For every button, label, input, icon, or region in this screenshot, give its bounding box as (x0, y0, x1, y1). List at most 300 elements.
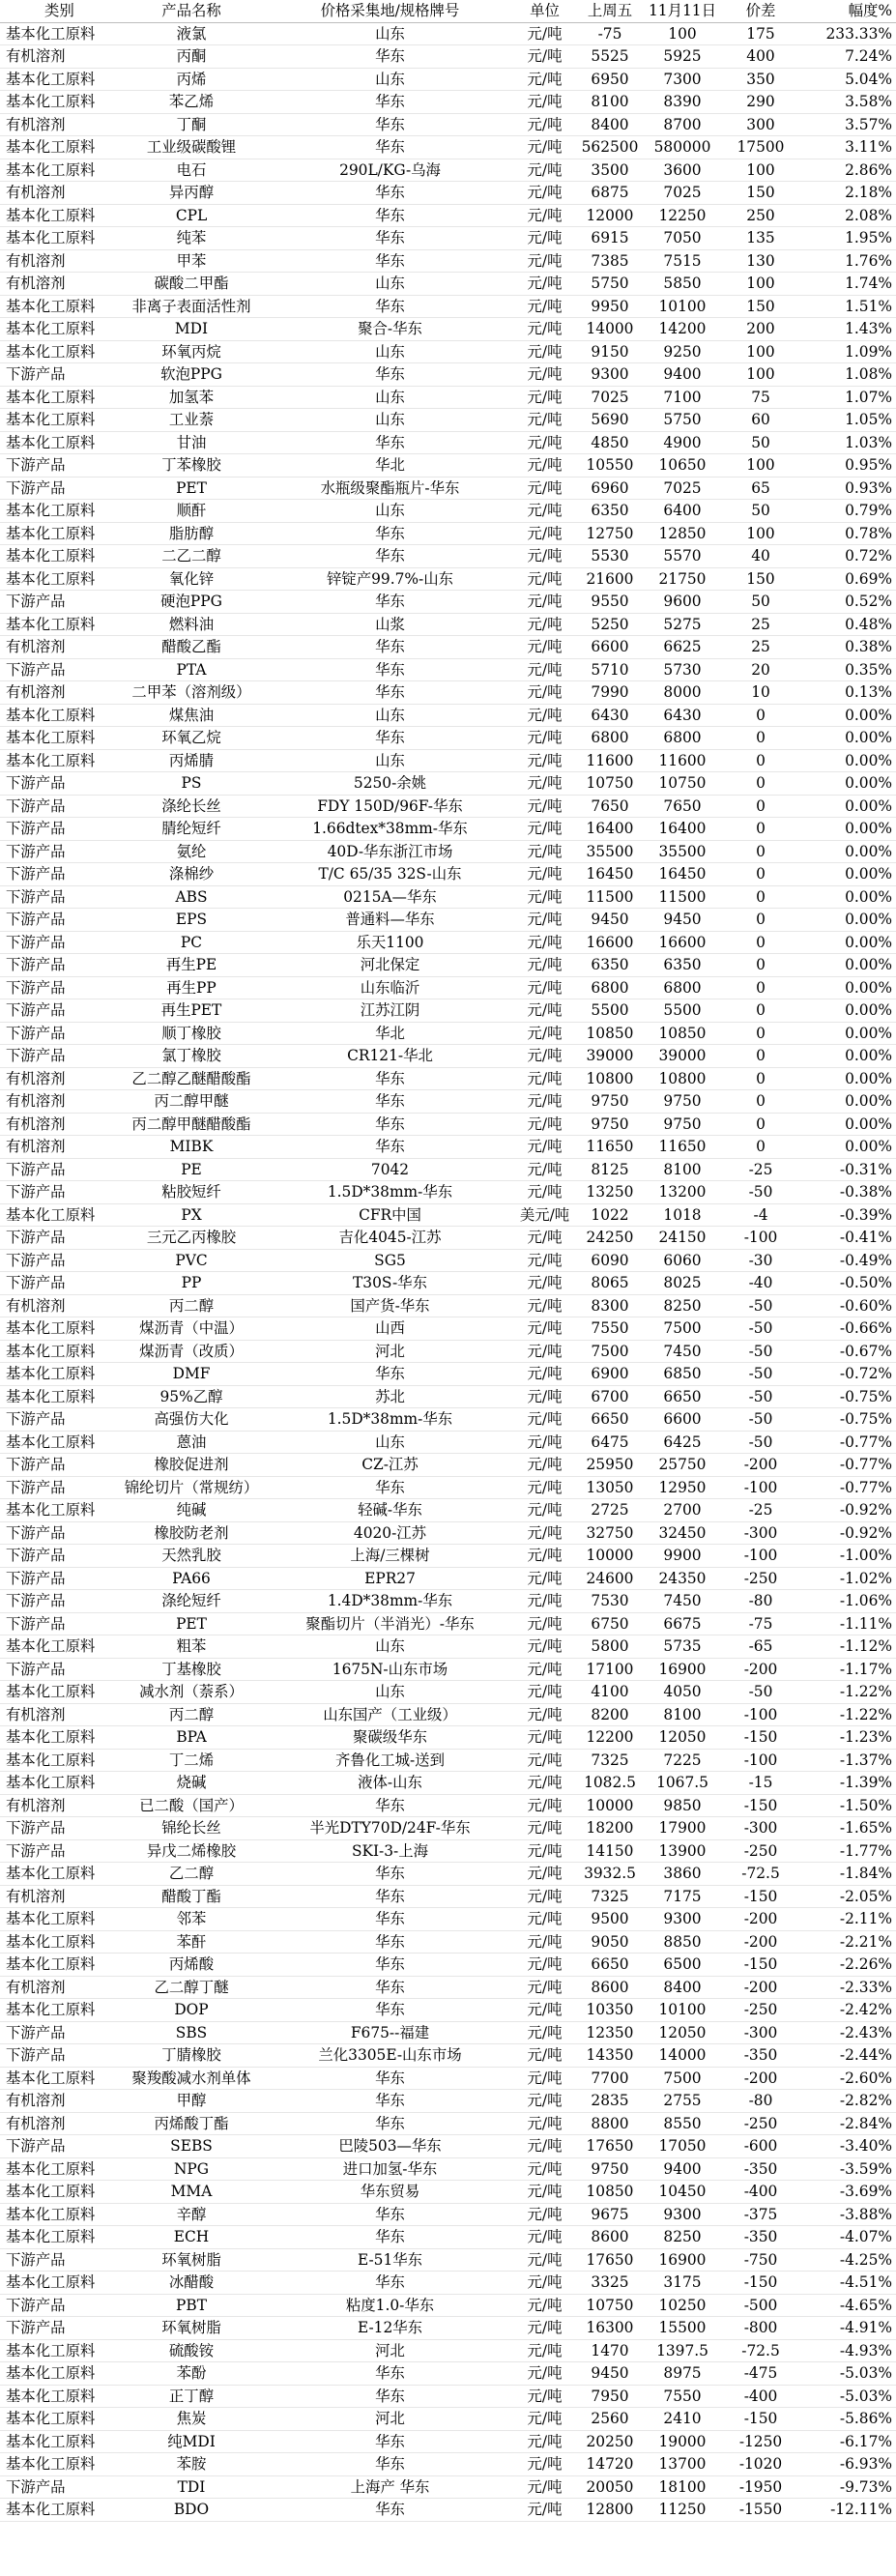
cell-spec-location: 华东 (269, 522, 511, 545)
table-row (0, 113, 896, 136)
cell-change-percent: 1.07% (798, 386, 896, 409)
cell-last-friday-price: 9500 (578, 1908, 642, 1931)
cell-price-diff: -400 (723, 2181, 798, 2204)
cell-last-friday-price: 3500 (578, 159, 642, 182)
cell-category: 基本化工原料 (0, 22, 114, 45)
table-row (0, 704, 896, 727)
cell-change-percent: -3.59% (798, 2157, 896, 2181)
cell-nov-11-price: 6625 (642, 636, 723, 659)
cell-nov-11-price: 6500 (642, 1954, 723, 1977)
cell-change-percent: 0.00% (798, 818, 896, 841)
cell-product-name: 燃料油 (114, 613, 269, 636)
cell-last-friday-price: 6090 (578, 1249, 642, 1272)
cell-price-diff: 150 (723, 567, 798, 591)
cell-unit: 元/吨 (511, 1545, 578, 1568)
cell-nov-11-price: 10250 (642, 2294, 723, 2317)
cell-unit: 美元/吨 (511, 1203, 578, 1227)
cell-price-diff: 150 (723, 295, 798, 318)
cell-nov-11-price: 8250 (642, 1294, 723, 1317)
cell-product-name: 工业级碳酸锂 (114, 136, 269, 159)
cell-nov-11-price: 6430 (642, 704, 723, 727)
table-row (0, 409, 896, 432)
cell-change-percent: 0.52% (798, 591, 896, 614)
cell-category: 下游产品 (0, 818, 114, 841)
cell-category: 有机溶剂 (0, 636, 114, 659)
cell-last-friday-price: 21600 (578, 567, 642, 591)
cell-category: 基本化工原料 (0, 567, 114, 591)
cell-change-percent: 1.09% (798, 340, 896, 363)
cell-product-name: 煤沥青（中温） (114, 1317, 269, 1341)
cell-category: 下游产品 (0, 795, 114, 818)
table-row (0, 431, 896, 454)
table-row (0, 1067, 896, 1090)
cell-product-name: 苯酚 (114, 2362, 269, 2386)
cell-spec-location: 华东 (269, 136, 511, 159)
cell-price-diff: -15 (723, 1772, 798, 1795)
table-row (0, 818, 896, 841)
cell-unit: 元/吨 (511, 1612, 578, 1635)
cell-price-diff: 60 (723, 409, 798, 432)
cell-category: 基本化工原料 (0, 295, 114, 318)
cell-nov-11-price: 10750 (642, 772, 723, 796)
cell-unit: 元/吨 (511, 340, 578, 363)
cell-last-friday-price: 12000 (578, 204, 642, 227)
cell-change-percent: 1.74% (798, 273, 896, 296)
cell-nov-11-price: 9900 (642, 1545, 723, 1568)
cell-price-diff: 0 (723, 727, 798, 750)
cell-nov-11-price: 8025 (642, 1272, 723, 1295)
cell-change-percent: 0.00% (798, 704, 896, 727)
cell-price-diff: 25 (723, 613, 798, 636)
cell-spec-location: 40D-华东浙江市场 (269, 840, 511, 863)
cell-spec-location: SG5 (269, 1249, 511, 1272)
cell-change-percent: 1.76% (798, 249, 896, 273)
cell-spec-location: 乐天1100 (269, 931, 511, 954)
cell-nov-11-price: 100 (642, 22, 723, 45)
cell-nov-11-price: 7550 (642, 2385, 723, 2408)
cell-unit: 元/吨 (511, 2067, 578, 2090)
cell-change-percent: -0.75% (798, 1385, 896, 1408)
cell-price-diff: 350 (723, 68, 798, 91)
cell-unit: 元/吨 (511, 1999, 578, 2022)
cell-change-percent: -0.77% (798, 1431, 896, 1454)
cell-price-diff: 20 (723, 658, 798, 681)
cell-category: 基本化工原料 (0, 409, 114, 432)
cell-price-diff: 10 (723, 681, 798, 705)
cell-last-friday-price: 9750 (578, 2157, 642, 2181)
cell-spec-location: 轻碱-华东 (269, 1499, 511, 1522)
cell-product-name: 丁腈橡胶 (114, 2044, 269, 2068)
cell-last-friday-price: 16300 (578, 2317, 642, 2340)
table-row (0, 1839, 896, 1863)
cell-nov-11-price: 4900 (642, 431, 723, 454)
cell-unit: 元/吨 (511, 1749, 578, 1772)
cell-product-name: PTA (114, 658, 269, 681)
cell-price-diff: 0 (723, 863, 798, 886)
table-row (0, 91, 896, 114)
cell-last-friday-price: 6650 (578, 1408, 642, 1432)
cell-last-friday-price: 12750 (578, 522, 642, 545)
cell-product-name: 苯乙烯 (114, 91, 269, 114)
cell-nov-11-price: 11250 (642, 2499, 723, 2522)
cell-price-diff: 290 (723, 91, 798, 114)
cell-unit: 元/吨 (511, 159, 578, 182)
cell-spec-location: 齐鲁化工城-送到 (269, 1749, 511, 1772)
cell-change-percent: -6.17% (798, 2430, 896, 2453)
cell-last-friday-price: 14150 (578, 1839, 642, 1863)
cell-change-percent: -0.49% (798, 1249, 896, 1272)
table-row (0, 1590, 896, 1613)
cell-category: 基本化工原料 (0, 204, 114, 227)
cell-category: 下游产品 (0, 1658, 114, 1681)
cell-last-friday-price: 5710 (578, 658, 642, 681)
cell-last-friday-price: 13050 (578, 1476, 642, 1499)
cell-price-diff: -1550 (723, 2499, 798, 2522)
cell-category: 基本化工原料 (0, 2408, 114, 2431)
cell-unit: 元/吨 (511, 2090, 578, 2113)
cell-last-friday-price: 6915 (578, 227, 642, 250)
cell-price-diff: -500 (723, 2294, 798, 2317)
cell-product-name: 橡胶促进剂 (114, 1454, 269, 1477)
cell-nov-11-price: 6850 (642, 1363, 723, 1386)
cell-spec-location: 华东 (269, 45, 511, 69)
cell-category: 基本化工原料 (0, 340, 114, 363)
cell-change-percent: 0.00% (798, 772, 896, 796)
cell-product-name: 非离子表面活性剂 (114, 295, 269, 318)
cell-unit: 元/吨 (511, 818, 578, 841)
cell-nov-11-price: 5730 (642, 658, 723, 681)
cell-unit: 元/吨 (511, 2475, 578, 2499)
cell-spec-location: 河北 (269, 1340, 511, 1363)
cell-last-friday-price: 9150 (578, 340, 642, 363)
cell-unit: 元/吨 (511, 1113, 578, 1136)
cell-change-percent: -0.39% (798, 1203, 896, 1227)
cell-unit: 元/吨 (511, 295, 578, 318)
cell-spec-location: 苏北 (269, 1385, 511, 1408)
cell-last-friday-price: 10850 (578, 2181, 642, 2204)
cell-change-percent: 3.11% (798, 136, 896, 159)
cell-price-diff: 0 (723, 704, 798, 727)
cell-product-name: 氯丁橡胶 (114, 1045, 269, 1068)
cell-category: 基本化工原料 (0, 1317, 114, 1341)
cell-price-diff: 50 (723, 500, 798, 523)
cell-product-name: SEBS (114, 2135, 269, 2158)
cell-price-diff: -200 (723, 1454, 798, 1477)
cell-category: 有机溶剂 (0, 113, 114, 136)
table-row (0, 1181, 896, 1204)
cell-nov-11-price: 16900 (642, 1658, 723, 1681)
cell-spec-location: 国产货-华东 (269, 1294, 511, 1317)
cell-spec-location: 华东 (269, 1090, 511, 1114)
cell-spec-location: 华东 (269, 295, 511, 318)
table-row (0, 500, 896, 523)
cell-unit: 元/吨 (511, 2294, 578, 2317)
cell-change-percent: 2.86% (798, 159, 896, 182)
table-row (0, 477, 896, 500)
cell-unit: 元/吨 (511, 2499, 578, 2522)
cell-unit: 元/吨 (511, 2248, 578, 2272)
cell-product-name: 氨纶 (114, 840, 269, 863)
cell-unit: 元/吨 (511, 1703, 578, 1726)
cell-product-name: 辛醇 (114, 2203, 269, 2226)
cell-unit: 元/吨 (511, 1930, 578, 1954)
table-row (0, 1612, 896, 1635)
cell-change-percent: 0.48% (798, 613, 896, 636)
cell-unit: 元/吨 (511, 1954, 578, 1977)
cell-last-friday-price: 18200 (578, 1817, 642, 1840)
cell-change-percent: 0.00% (798, 885, 896, 909)
cell-category: 下游产品 (0, 885, 114, 909)
cell-product-name: BDO (114, 2499, 269, 2522)
cell-last-friday-price: 14000 (578, 318, 642, 341)
cell-price-diff: -50 (723, 1385, 798, 1408)
cell-unit: 元/吨 (511, 273, 578, 296)
table-row (0, 2112, 896, 2135)
cell-spec-location: 山东 (269, 386, 511, 409)
cell-unit: 元/吨 (511, 999, 578, 1023)
cell-price-diff: -50 (723, 1431, 798, 1454)
cell-price-diff: 0 (723, 1090, 798, 1114)
cell-last-friday-price: 5500 (578, 999, 642, 1023)
header-category: 类别 (0, 0, 114, 22)
cell-last-friday-price: 9050 (578, 1930, 642, 1954)
table-row (0, 1249, 896, 1272)
cell-spec-location: 华东 (269, 2112, 511, 2135)
cell-change-percent: 1.95% (798, 227, 896, 250)
cell-spec-location: CZ-江苏 (269, 1454, 511, 1477)
cell-change-percent: -0.50% (798, 1272, 896, 1295)
cell-product-name: 腈纶短纤 (114, 818, 269, 841)
cell-category: 基本化工原料 (0, 545, 114, 568)
cell-nov-11-price: 1067.5 (642, 1772, 723, 1795)
cell-change-percent: 0.00% (798, 1113, 896, 1136)
cell-category: 下游产品 (0, 591, 114, 614)
cell-category: 下游产品 (0, 931, 114, 954)
cell-unit: 元/吨 (511, 1794, 578, 1817)
cell-last-friday-price: 7385 (578, 249, 642, 273)
cell-spec-location: 华东 (269, 1976, 511, 1999)
cell-product-name: 乙二醇乙醚醋酸酯 (114, 1067, 269, 1090)
cell-change-percent: 0.00% (798, 931, 896, 954)
cell-unit: 元/吨 (511, 2044, 578, 2068)
table-row (0, 976, 896, 999)
cell-price-diff: -72.5 (723, 2339, 798, 2362)
table-row (0, 386, 896, 409)
cell-product-name: PC (114, 931, 269, 954)
cell-unit: 元/吨 (511, 2453, 578, 2476)
table-row (0, 1227, 896, 1250)
cell-price-diff: 100 (723, 159, 798, 182)
cell-spec-location: 华东 (269, 2090, 511, 2113)
cell-unit: 元/吨 (511, 1340, 578, 1363)
cell-spec-location: 华东 (269, 658, 511, 681)
cell-unit: 元/吨 (511, 1090, 578, 1114)
cell-category: 有机溶剂 (0, 681, 114, 705)
cell-spec-location: 巴陵503—华东 (269, 2135, 511, 2158)
cell-product-name: PS (114, 772, 269, 796)
cell-unit: 元/吨 (511, 1431, 578, 1454)
cell-last-friday-price: 10750 (578, 772, 642, 796)
cell-product-name: PX (114, 1203, 269, 1227)
cell-unit: 元/吨 (511, 2385, 578, 2408)
cell-category: 下游产品 (0, 1476, 114, 1499)
cell-category: 下游产品 (0, 2248, 114, 2272)
cell-spec-location: 华东贸易 (269, 2181, 511, 2204)
cell-change-percent: 0.35% (798, 658, 896, 681)
cell-spec-location: 山东临沂 (269, 976, 511, 999)
cell-spec-location: 华东 (269, 91, 511, 114)
cell-spec-location: 华东 (269, 2272, 511, 2295)
cell-spec-location: 1.5D*38mm-华东 (269, 1408, 511, 1432)
cell-nov-11-price: 7300 (642, 68, 723, 91)
cell-last-friday-price: 6650 (578, 1954, 642, 1977)
cell-spec-location: 华东 (269, 636, 511, 659)
cell-change-percent: -0.92% (798, 1499, 896, 1522)
cell-category: 下游产品 (0, 477, 114, 500)
cell-category: 下游产品 (0, 658, 114, 681)
table-row (0, 999, 896, 1023)
cell-category: 下游产品 (0, 1158, 114, 1181)
cell-unit: 元/吨 (511, 1908, 578, 1931)
cell-category: 基本化工原料 (0, 91, 114, 114)
cell-change-percent: -2.60% (798, 2067, 896, 2090)
cell-nov-11-price: 5500 (642, 999, 723, 1023)
cell-category: 基本化工原料 (0, 318, 114, 341)
cell-category: 有机溶剂 (0, 2112, 114, 2135)
cell-unit: 元/吨 (511, 318, 578, 341)
cell-category: 下游产品 (0, 840, 114, 863)
cell-last-friday-price: 9750 (578, 1113, 642, 1136)
cell-last-friday-price: 7500 (578, 1340, 642, 1363)
header-change-percent: 幅度% (798, 0, 896, 22)
table-row (0, 591, 896, 614)
cell-change-percent: -0.75% (798, 1408, 896, 1432)
cell-product-name: 液氯 (114, 22, 269, 45)
cell-product-name: PVC (114, 1249, 269, 1272)
cell-change-percent: -1.77% (798, 1839, 896, 1863)
table-row (0, 1976, 896, 1999)
cell-spec-location: 山东 (269, 273, 511, 296)
cell-product-name: 甲醇 (114, 2090, 269, 2113)
cell-change-percent: -2.05% (798, 1885, 896, 1908)
cell-price-diff: 0 (723, 772, 798, 796)
table-row (0, 2248, 896, 2272)
cell-category: 下游产品 (0, 2475, 114, 2499)
cell-product-name: 二甲苯（溶剂级） (114, 681, 269, 705)
cell-spec-location: 华东 (269, 1136, 511, 1159)
cell-product-name: 丁基橡胶 (114, 1658, 269, 1681)
cell-category: 下游产品 (0, 1045, 114, 1068)
cell-unit: 元/吨 (511, 2339, 578, 2362)
cell-product-name: 丁酮 (114, 113, 269, 136)
cell-nov-11-price: 7025 (642, 182, 723, 205)
table-row (0, 2157, 896, 2181)
cell-unit: 元/吨 (511, 1294, 578, 1317)
cell-product-name: 苯胺 (114, 2453, 269, 2476)
cell-spec-location: 华北 (269, 1022, 511, 1045)
table-row (0, 1499, 896, 1522)
cell-nov-11-price: 9850 (642, 1794, 723, 1817)
cell-nov-11-price: 10850 (642, 1022, 723, 1045)
cell-spec-location: 华东 (269, 1794, 511, 1817)
cell-category: 下游产品 (0, 1022, 114, 1045)
cell-product-name: 正丁醇 (114, 2385, 269, 2408)
cell-product-name: CPL (114, 204, 269, 227)
cell-category: 基本化工原料 (0, 1999, 114, 2022)
table-row (0, 727, 896, 750)
cell-spec-location: 华东 (269, 1113, 511, 1136)
cell-change-percent: -0.66% (798, 1317, 896, 1341)
cell-price-diff: -72.5 (723, 1863, 798, 1886)
cell-nov-11-price: 7500 (642, 1317, 723, 1341)
cell-change-percent: -4.07% (798, 2226, 896, 2249)
cell-category: 有机溶剂 (0, 1703, 114, 1726)
cell-price-diff: 0 (723, 1113, 798, 1136)
cell-spec-location: 华东 (269, 227, 511, 250)
header-last-friday-price: 上周五 (578, 0, 642, 22)
cell-product-name: 95%乙醇 (114, 1385, 269, 1408)
cell-price-diff: -250 (723, 1839, 798, 1863)
cell-price-diff: 300 (723, 113, 798, 136)
cell-change-percent: -2.33% (798, 1976, 896, 1999)
table-row (0, 2317, 896, 2340)
cell-product-name: 异戊二烯橡胶 (114, 1839, 269, 1863)
cell-last-friday-price: 9450 (578, 2362, 642, 2386)
cell-change-percent: -0.41% (798, 1227, 896, 1250)
cell-nov-11-price: 16400 (642, 818, 723, 841)
cell-price-diff: -100 (723, 1545, 798, 1568)
cell-unit: 元/吨 (511, 567, 578, 591)
cell-last-friday-price: 9550 (578, 591, 642, 614)
cell-last-friday-price: 5690 (578, 409, 642, 432)
cell-unit: 元/吨 (511, 954, 578, 977)
cell-price-diff: 0 (723, 840, 798, 863)
cell-product-name: 三元乙丙橡胶 (114, 1227, 269, 1250)
cell-nov-11-price: 9600 (642, 591, 723, 614)
cell-category: 有机溶剂 (0, 1885, 114, 1908)
cell-change-percent: -6.93% (798, 2453, 896, 2476)
cell-last-friday-price: 6950 (578, 68, 642, 91)
cell-change-percent: -1.22% (798, 1681, 896, 1704)
cell-product-name: 硫酸铵 (114, 2339, 269, 2362)
cell-last-friday-price: 6475 (578, 1431, 642, 1454)
cell-spec-location: 河北 (269, 2339, 511, 2362)
cell-nov-11-price: 14200 (642, 318, 723, 341)
cell-price-diff: 0 (723, 976, 798, 999)
cell-category: 下游产品 (0, 1817, 114, 1840)
cell-last-friday-price: 5530 (578, 545, 642, 568)
cell-nov-11-price: 10450 (642, 2181, 723, 2204)
cell-price-diff: -150 (723, 1954, 798, 1977)
cell-nov-11-price: 9400 (642, 2157, 723, 2181)
cell-change-percent: -4.91% (798, 2317, 896, 2340)
cell-price-diff: -65 (723, 1635, 798, 1659)
cell-nov-11-price: 3175 (642, 2272, 723, 2295)
cell-change-percent: 1.51% (798, 295, 896, 318)
cell-unit: 元/吨 (511, 454, 578, 478)
cell-category: 有机溶剂 (0, 1976, 114, 1999)
cell-product-name: 橡胶防老剂 (114, 1521, 269, 1545)
table-row (0, 340, 896, 363)
cell-unit: 元/吨 (511, 1635, 578, 1659)
cell-nov-11-price: 8550 (642, 2112, 723, 2135)
table-row (0, 1930, 896, 1954)
cell-unit: 元/吨 (511, 2317, 578, 2340)
cell-spec-location: 山东 (269, 1431, 511, 1454)
cell-category: 有机溶剂 (0, 249, 114, 273)
cell-last-friday-price: 17650 (578, 2135, 642, 2158)
cell-price-diff: -50 (723, 1363, 798, 1386)
